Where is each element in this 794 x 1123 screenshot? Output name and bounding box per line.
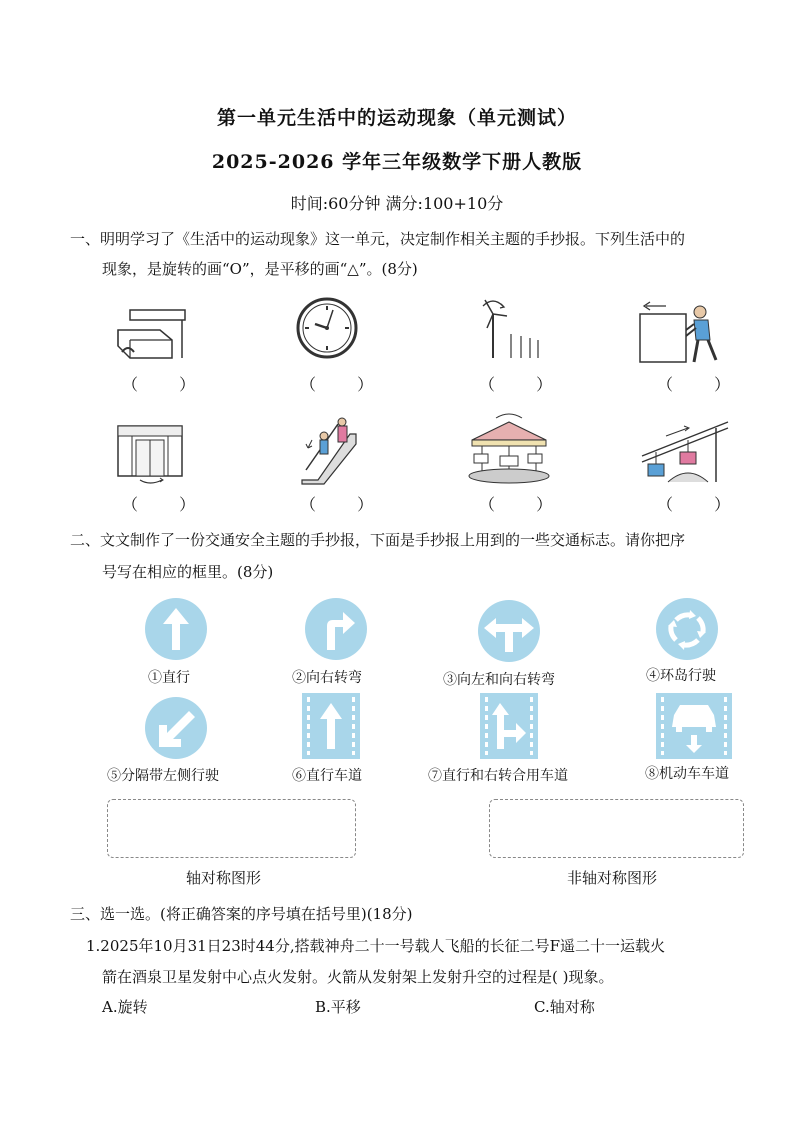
- straight-and-right-lane-sign-icon: [480, 693, 538, 759]
- turn-left-and-right-sign-icon: [478, 600, 540, 662]
- escalator-picture: [298, 414, 358, 486]
- wind-turbine-picture: [475, 294, 545, 362]
- q1-answer-paren[interactable]: （ ）: [479, 495, 571, 514]
- sign-label: ④环岛行驶: [646, 668, 716, 684]
- straight-lane-sign-icon: [302, 693, 360, 759]
- pushing-box-picture: [638, 298, 734, 366]
- q1-answer-paren[interactable]: （ ）: [479, 375, 571, 394]
- q1-answer-paren[interactable]: （ ）: [300, 375, 392, 394]
- page-subtitle: 2025-2026 学年三年级数学下册人教版: [211, 151, 583, 173]
- sign-label: ⑧机动车车道: [645, 766, 729, 782]
- q3-heading: 三、选一选。(将正确答案的序号填在括号里)(18分): [70, 905, 413, 923]
- symmetric-box-label: 轴对称图形: [186, 869, 262, 887]
- q3-question1-line1: 1.2025年10月31日23时44分,搭载神舟二十一号载人飞船的长征二号F遥二十一运载火: [86, 937, 666, 955]
- cable-car-picture: [638, 412, 734, 484]
- q1-prompt-line2: 现象，是旋转的画“O”，是平移的画“△”。(8分): [102, 260, 418, 278]
- motor-vehicle-lane-sign-icon: [656, 693, 732, 759]
- sign-label: ②向右转弯: [292, 670, 362, 686]
- revolving-door-picture: [114, 420, 186, 484]
- option-b[interactable]: B.平移: [315, 998, 361, 1016]
- q1-answer-paren[interactable]: （ ）: [122, 375, 214, 394]
- symmetric-answer-box[interactable]: [107, 799, 356, 858]
- straight-sign-icon: [145, 598, 207, 660]
- q3-question1-line2: 箭在酒泉卫星发射中心点火发射。火箭从发射架上发射升空的过程是( )现象。: [102, 968, 614, 986]
- q2-prompt-line1: 二、文文制作了一份交通安全主题的手抄报，下面是手抄报上用到的一些交通标志。请你把序: [70, 531, 686, 549]
- asymmetric-box-label: 非轴对称图形: [567, 869, 658, 887]
- q1-answer-paren[interactable]: （ ）: [122, 495, 214, 514]
- q1-answer-paren[interactable]: （ ）: [657, 375, 749, 394]
- page-title: 第一单元生活中的运动现象（单元测试）: [216, 107, 577, 129]
- option-a[interactable]: A.旋转: [102, 998, 148, 1016]
- sign-label: ⑦直行和右转合用车道: [428, 768, 568, 784]
- keep-left-sign-icon: [145, 697, 207, 759]
- q1-answer-paren[interactable]: （ ）: [300, 495, 392, 514]
- roundabout-sign-icon: [656, 598, 718, 660]
- sign-label: ③向左和向右转弯: [443, 672, 555, 688]
- drawer-picture: [110, 300, 190, 364]
- sign-label: ⑤分隔带左侧行驶: [107, 768, 219, 784]
- turn-right-sign-icon: [305, 598, 367, 660]
- option-c[interactable]: C.轴对称: [534, 998, 595, 1016]
- sign-label: ①直行: [148, 670, 190, 686]
- carousel-picture: [466, 410, 552, 486]
- asymmetric-answer-box[interactable]: [489, 799, 744, 858]
- q2-prompt-line2: 号写在相应的框里。(8分): [102, 563, 274, 581]
- exam-meta: 时间:60分钟 满分:100+10分: [290, 194, 504, 213]
- q1-answer-paren[interactable]: （ ）: [657, 495, 749, 514]
- q1-prompt-line1: 一、明明学习了《生活中的运动现象》这一单元，决定制作相关主题的手抄报。下列生活中的: [70, 230, 686, 248]
- sign-label: ⑥直行车道: [292, 768, 362, 784]
- clock-picture: [295, 296, 359, 360]
